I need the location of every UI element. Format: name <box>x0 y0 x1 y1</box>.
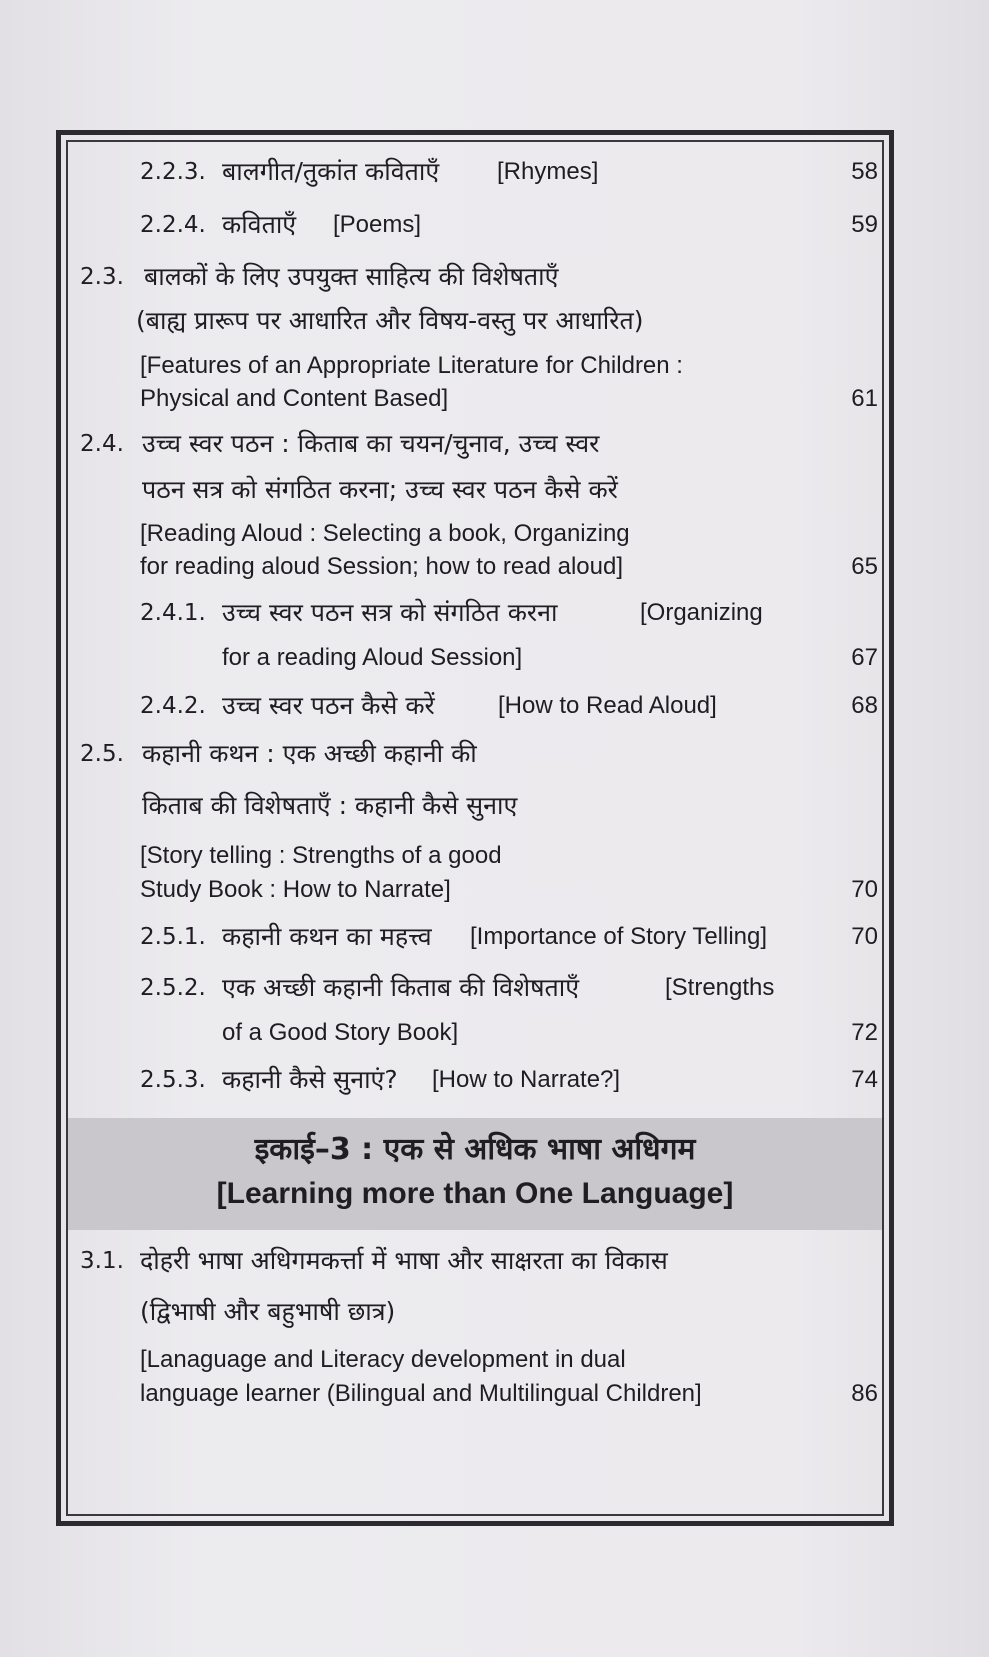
entry-title-english: [Poems] <box>333 211 422 238</box>
entry-title-hindi: कहानी कैसे सुनाएं? <box>222 1065 398 1094</box>
page-number: 67 <box>851 644 878 671</box>
entry-number: 2.2.3. <box>140 159 206 185</box>
entry-title-hindi: (द्विभाषी और बहुभाषी छात्र) <box>140 1297 396 1326</box>
entry-title-hindi: बालकों के लिए उपयुक्त साहित्य की विशेषताएँ <box>144 262 559 291</box>
page-number: 65 <box>851 553 878 580</box>
entry-title-hindi: बालगीत/तुकांत कविताएँ <box>222 157 440 186</box>
entry-title-hindi: कहानी कथन का महत्त्व <box>222 922 432 951</box>
entry-title-hindi: दोहरी भाषा अधिगमकर्त्ता में भाषा और साक्षरता का विकास <box>140 1246 668 1275</box>
entry-title-english: Study Book : How to Narrate] <box>140 876 451 903</box>
page-number: 86 <box>851 1380 878 1407</box>
entry-title-english: for a reading Aloud Session] <box>222 644 523 671</box>
entry-title-english: [Story telling : Strengths of a good <box>140 842 502 869</box>
page-number: 72 <box>851 1019 878 1046</box>
entry-title-english: [How to Read Aloud] <box>498 692 717 719</box>
unit-title-hindi: इकाई–3 : एक से अधिक भाषा अधिगम <box>254 1132 696 1167</box>
page-number: 59 <box>851 211 878 238</box>
entry-number: 2.4. <box>80 431 124 457</box>
entry-title-english: language learner (Bilingual and Multilingual Children] <box>140 1380 702 1407</box>
entry-title-hindi: उच्च स्वर पठन कैसे करें <box>222 691 435 720</box>
entry-title-hindi: उच्च स्वर पठन : किताब का चयन/चुनाव, उच्च स्वर <box>142 429 600 458</box>
entry-title-hindi: एक अच्छी कहानी किताब की विशेषताएँ <box>222 973 580 1002</box>
entry-title-hindi: (बाह्य प्रारूप पर आधारित और विषय-वस्तु पर आधारित) <box>136 306 644 335</box>
entry-title-english: [Rhymes] <box>497 158 599 185</box>
entry-title-english: for reading aloud Session; how to read aloud] <box>140 553 623 580</box>
unit-title-english: [Learning more than One Language] <box>216 1177 734 1210</box>
page-number: 58 <box>851 158 878 185</box>
entry-title-english: [Organizing <box>640 599 763 626</box>
entry-title-hindi: कहानी कथन : एक अच्छी कहानी की <box>142 739 477 768</box>
entry-title-hindi: कविताएँ <box>222 210 297 239</box>
entry-title-english: [Lanaguage and Literacy development in dual <box>140 1346 626 1373</box>
entry-number: 3.1. <box>80 1248 124 1274</box>
entry-number: 2.5.3. <box>140 1067 206 1093</box>
page-number: 70 <box>851 923 878 950</box>
entry-number: 2.5.1. <box>140 924 206 950</box>
entry-number: 2.5. <box>80 741 124 767</box>
page-number: 68 <box>851 692 878 719</box>
entry-number: 2.5.2. <box>140 975 206 1001</box>
entry-number: 2.3. <box>80 264 124 290</box>
entry-title-english: [Features of an Appropriate Literature for Children : <box>140 352 683 379</box>
entry-title-english: Physical and Content Based] <box>140 385 449 412</box>
page-number: 61 <box>851 385 878 412</box>
entry-title-hindi: पठन सत्र को संगठित करना; उच्च स्वर पठन कैसे करें <box>142 475 618 504</box>
entry-title-english: [Strengths <box>665 974 775 1001</box>
entry-title-hindi: उच्च स्वर पठन सत्र को संगठित करना <box>222 598 558 627</box>
page-number: 74 <box>851 1066 878 1093</box>
entry-number: 2.4.1. <box>140 600 206 626</box>
entry-title-english: [Reading Aloud : Selecting a book, Organizing <box>140 520 630 547</box>
entry-title-english: of a Good Story Book] <box>222 1019 459 1046</box>
entry-number: 2.2.4. <box>140 212 206 238</box>
entry-title-english: [How to Narrate?] <box>432 1066 621 1093</box>
entry-title-hindi: किताब की विशेषताएँ : कहानी कैसे सुनाए <box>142 791 518 820</box>
entry-title-english: [Importance of Story Telling] <box>470 923 768 950</box>
page-number: 70 <box>851 876 878 903</box>
entry-number: 2.4.2. <box>140 693 206 719</box>
